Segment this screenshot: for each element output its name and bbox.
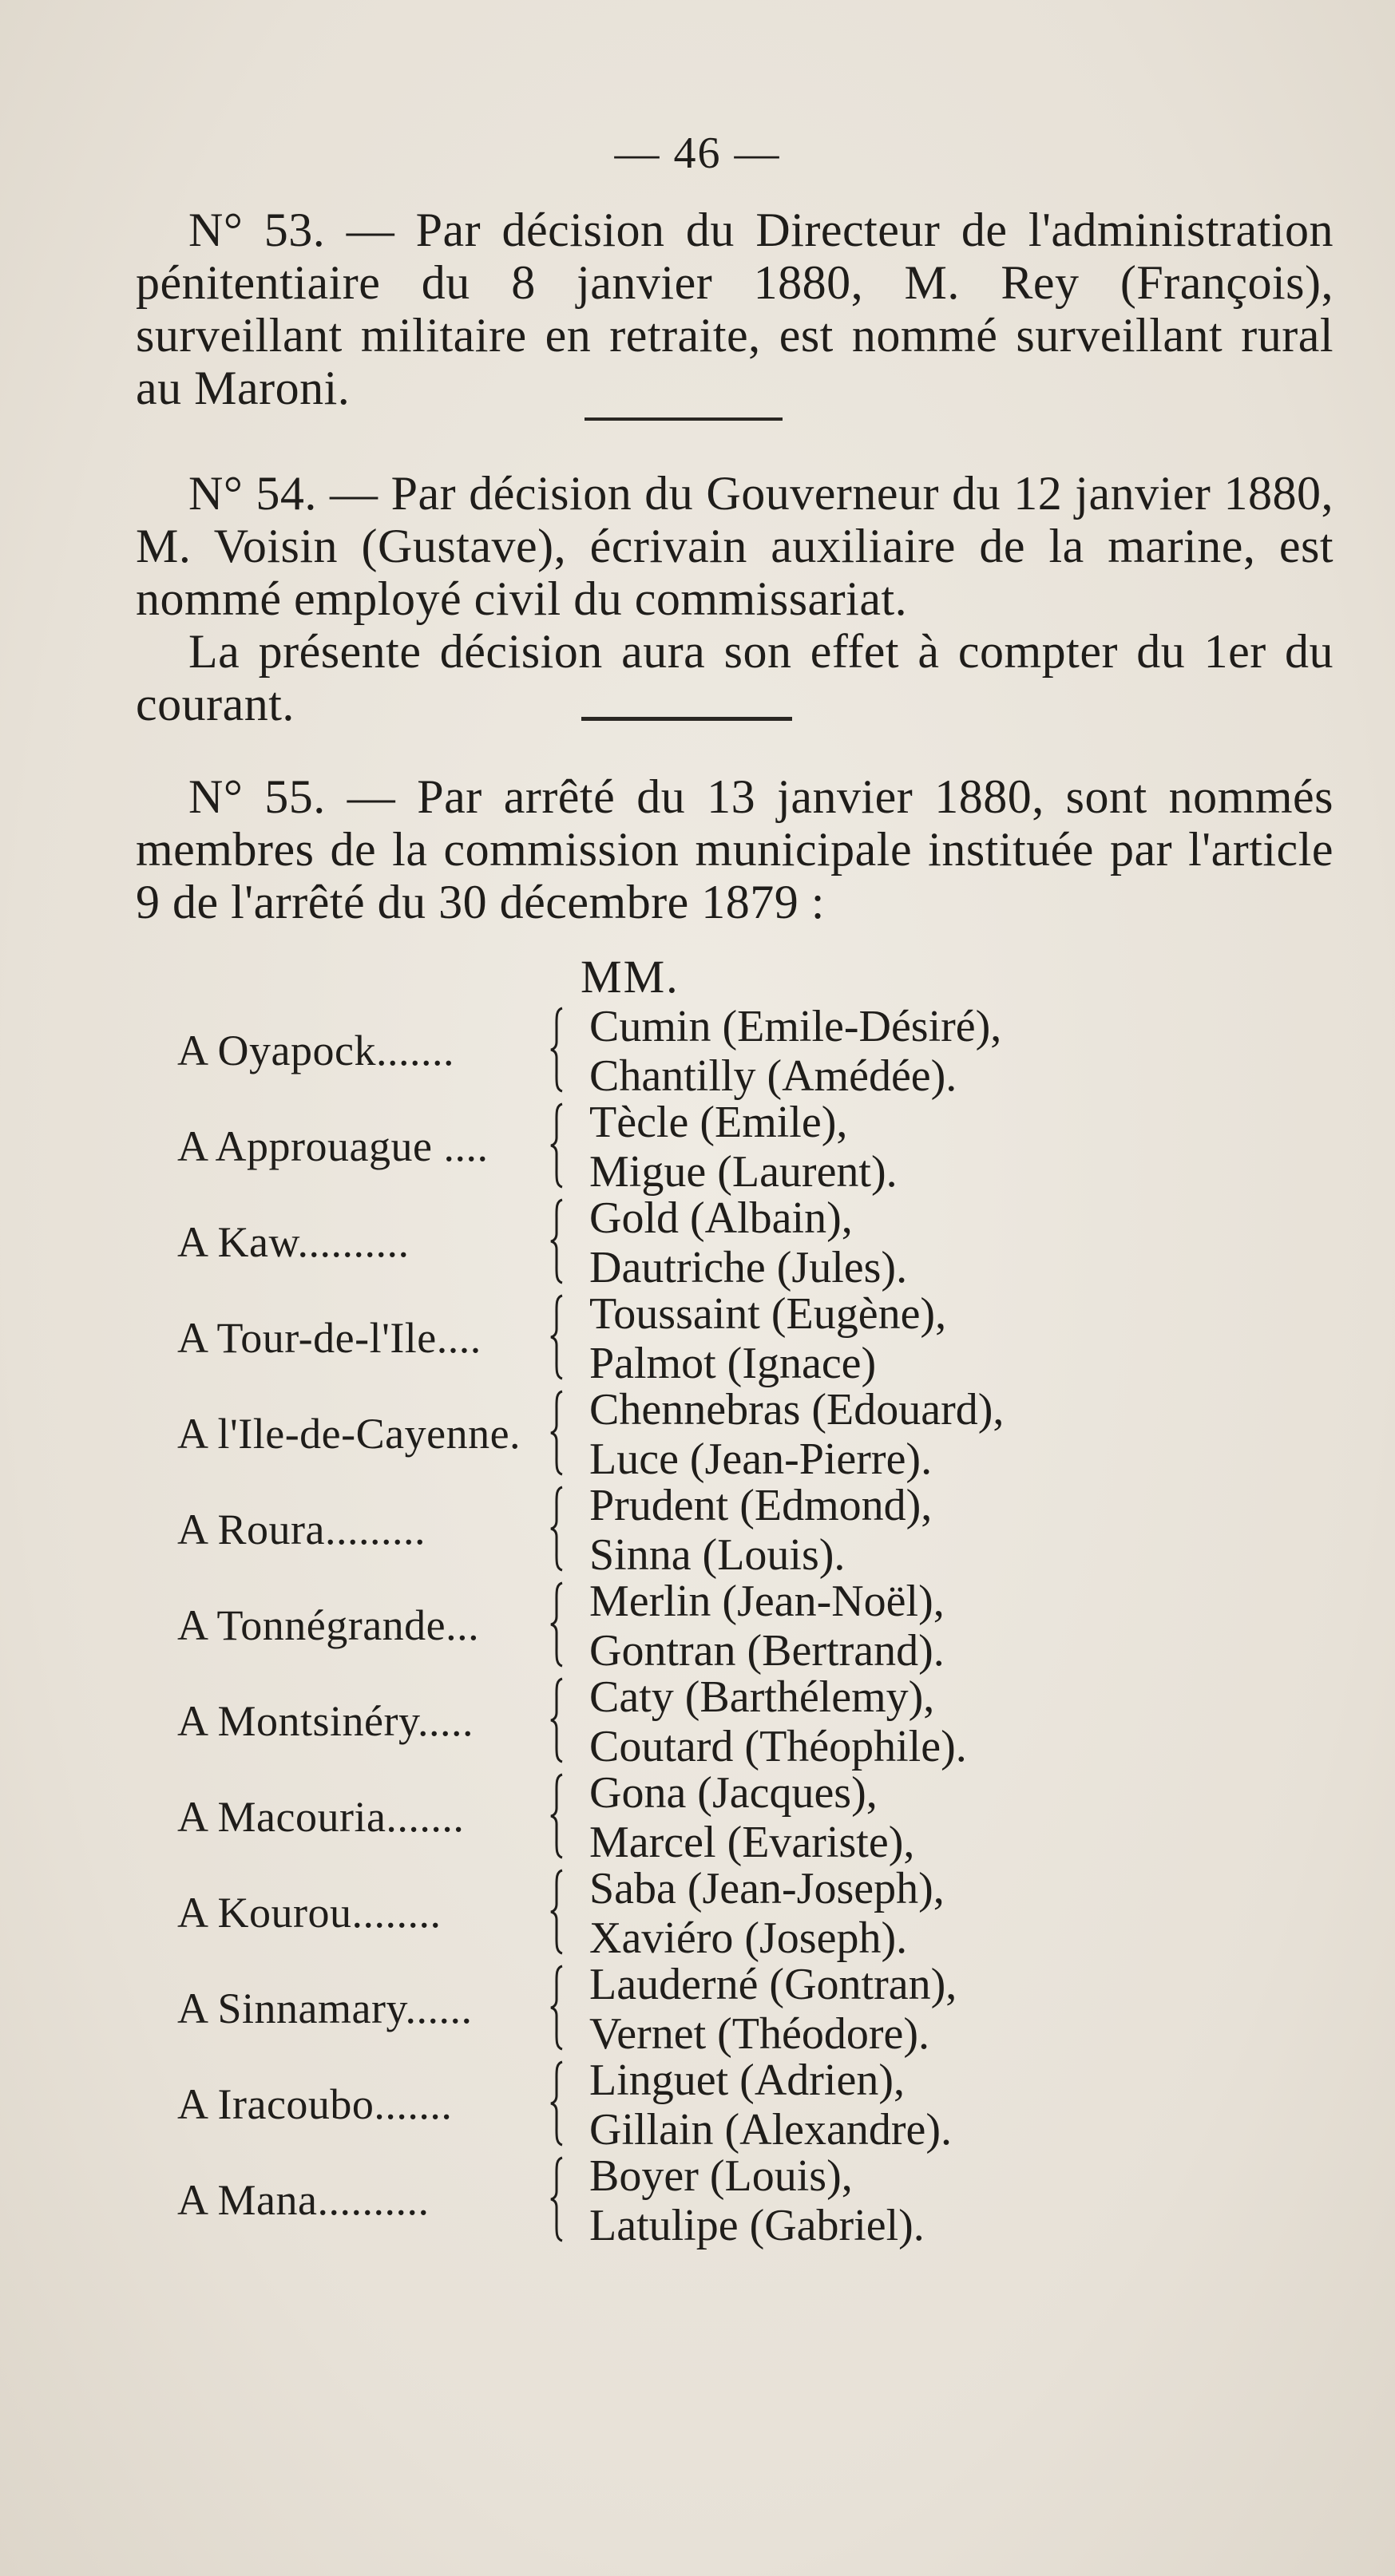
members-header: MM.: [581, 951, 680, 1003]
member-name: Vernet (Théodore).: [589, 2009, 930, 2059]
brace-icon: [549, 1102, 567, 1189]
member-name: Tècle (Emile),: [589, 1098, 848, 1147]
brace-icon: [549, 1677, 567, 1763]
member-entry: [0, 2056, 1395, 2159]
member-entry: [0, 1577, 1395, 1680]
member-name: Caty (Barthélemy),: [589, 1672, 935, 1722]
member-name: Dautriche (Jules).: [589, 1243, 908, 1292]
member-entry: [0, 1002, 1395, 1106]
member-names: [589, 1577, 945, 1676]
decision-55-text: N° 55. — Par arrêté du 13 janvier 1880, sont nommés membres de la commission municipale instituée par l'article 9 de l'arrêté du 30 décembre 1879 :: [136, 770, 1334, 928]
member-entry: [0, 1481, 1395, 1585]
member-names: [589, 1672, 967, 1771]
member-name: Sinna (Louis).: [589, 1530, 846, 1580]
member-place: A Kourou........: [177, 1889, 442, 1937]
member-name: Chennebras (Edouard),: [589, 1385, 1005, 1434]
member-entry: [0, 1193, 1395, 1297]
member-name: Coutard (Théophile).: [589, 1722, 967, 1771]
member-entry: [0, 1768, 1395, 1872]
brace-icon: [549, 1773, 567, 1859]
member-place: A Kaw..........: [177, 1218, 410, 1266]
member-place: A Oyapock.......: [177, 1027, 454, 1074]
brace-icon: [549, 2156, 567, 2242]
member-entry: [0, 1960, 1395, 2064]
member-entry: [0, 1672, 1395, 1776]
brace-icon: [549, 1294, 567, 1380]
member-name: Boyer (Louis),: [589, 2151, 853, 2201]
member-name: Marcel (Evariste),: [589, 1818, 915, 1867]
brace-icon: [549, 1486, 567, 1572]
member-names: [589, 1385, 1004, 1484]
brace-icon: [549, 2060, 567, 2147]
member-names: [589, 2151, 925, 2250]
member-place: A Roura.........: [177, 1506, 426, 1553]
separator-rule: [581, 717, 792, 721]
decision-54-note: La présente décision aura son effet à compter du 1er du courant.: [136, 625, 1334, 730]
member-name: Prudent (Edmond),: [589, 1481, 933, 1530]
member-name: Cumin (Emile-Désiré),: [589, 1002, 1002, 1051]
member-place: A Iracoubo.......: [177, 2080, 453, 2128]
brace-icon: [549, 1390, 567, 1476]
member-name: Lauderné (Gontran),: [589, 1960, 957, 2009]
member-entry: [0, 1864, 1395, 1968]
member-names: [589, 1002, 1001, 1101]
member-entry: [0, 1098, 1395, 1201]
member-entry: [0, 1385, 1395, 1489]
member-names: [589, 1098, 898, 1197]
member-place: A Approuague ....: [177, 1122, 489, 1170]
member-name: Migue (Laurent).: [589, 1147, 898, 1197]
member-place: A Mana..........: [177, 2176, 430, 2224]
decision-53-text: N° 53. — Par décision du Directeur de l'administration pénitentiaire du 8 janvier 1880, M. Rey (François), surveillant militaire en retraite, est nommé surveillant rural au Maroni.: [136, 204, 1334, 414]
member-name: Xaviéro (Joseph).: [589, 1913, 908, 1963]
member-name: Linguet (Adrien),: [589, 2056, 905, 2105]
member-name: Saba (Jean-Joseph),: [589, 1864, 945, 1913]
member-place: A Macouria.......: [177, 1793, 465, 1841]
member-names: [589, 1768, 914, 1867]
decision-54: [136, 467, 1334, 730]
member-place: A Montsinéry.....: [177, 1697, 474, 1745]
member-name: Gillain (Alexandre).: [589, 2105, 953, 2155]
member-names: [589, 1864, 945, 1963]
member-name: Gontran (Bertrand).: [589, 1626, 945, 1676]
member-entry: [0, 1289, 1395, 1393]
member-name: Luce (Jean-Pierre).: [589, 1434, 933, 1484]
brace-icon: [549, 1007, 567, 1093]
member-name: Palmot (Ignace): [589, 1339, 877, 1388]
member-names: [589, 1193, 907, 1292]
brace-icon: [549, 1581, 567, 1668]
member-name: Chantilly (Amédée).: [589, 1051, 957, 1101]
member-name: Toussaint (Eugène),: [589, 1289, 947, 1339]
member-name: Gona (Jacques),: [589, 1768, 878, 1818]
member-entry: [0, 2151, 1395, 2255]
page-number: — 46 —: [614, 129, 781, 178]
member-name: Latulipe (Gabriel).: [589, 2201, 925, 2250]
brace-icon: [549, 1965, 567, 2051]
brace-icon: [549, 1198, 567, 1284]
member-name: Gold (Albain),: [589, 1193, 853, 1243]
decision-55: [136, 770, 1334, 928]
member-names: [589, 1289, 946, 1388]
decision-53: [136, 204, 1334, 414]
member-place: A Sinnamary......: [177, 1984, 473, 2032]
member-place: A Tour-de-l'Ile....: [177, 1314, 482, 1362]
member-names: [589, 1481, 932, 1580]
member-place: A l'Ile-de-Cayenne.: [177, 1410, 521, 1458]
member-names: [589, 2056, 952, 2155]
member-names: [589, 1960, 957, 2059]
brace-icon: [549, 1869, 567, 1955]
member-place: A Tonnégrande...: [177, 1601, 480, 1649]
member-name: Merlin (Jean-Noël),: [589, 1577, 945, 1626]
separator-rule: [585, 417, 783, 421]
decision-54-text: N° 54. — Par décision du Gouverneur du 12 janvier 1880, M. Voisin (Gustave), écrivain auxiliaire de la marine, est nommé employé civil du commissariat.: [136, 467, 1334, 625]
